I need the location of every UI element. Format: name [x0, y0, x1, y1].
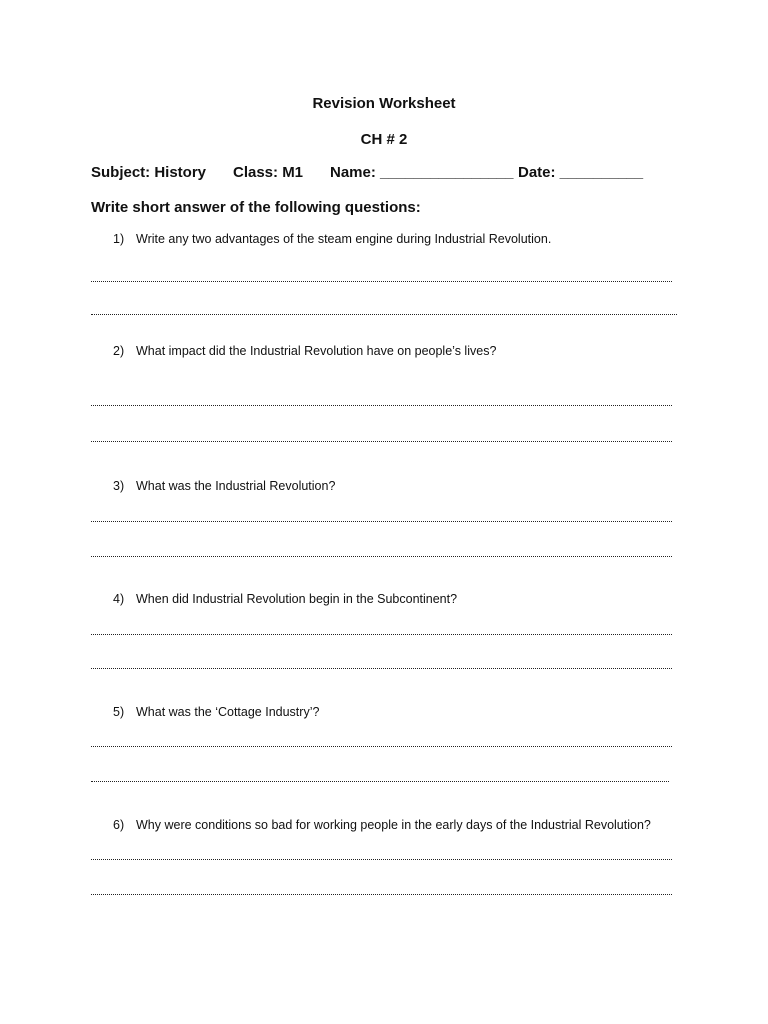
question-number: 5)	[113, 705, 125, 719]
question-text: What was the Industrial Revolution?	[136, 479, 336, 493]
worksheet-title: Revision Worksheet	[312, 95, 456, 112]
chapter-label: CH # 2	[360, 131, 408, 148]
question-1	[113, 232, 551, 246]
answer-line[interactable]	[91, 746, 672, 747]
answer-line[interactable]	[91, 781, 669, 782]
answer-line[interactable]	[91, 314, 677, 315]
question-number: 1)	[113, 232, 125, 246]
answer-line[interactable]	[91, 668, 672, 669]
question-text: Write any two advantages of the steam engine during Industrial Revolution.	[136, 232, 552, 246]
class-label: Class: M1	[233, 164, 304, 181]
name-field[interactable]: Name: ________________	[330, 164, 514, 181]
answer-line[interactable]	[91, 859, 672, 860]
answer-line[interactable]	[91, 441, 672, 442]
answer-line[interactable]	[91, 894, 672, 895]
answer-line[interactable]	[91, 634, 672, 635]
answer-line[interactable]	[91, 556, 672, 557]
question-text: When did Industrial Revolution begin in the Subcontinent?	[136, 592, 458, 606]
question-2	[113, 344, 496, 358]
question-text: What impact did the Industrial Revolution have on people’s lives?	[136, 344, 497, 358]
answer-line[interactable]	[91, 521, 672, 522]
question-5	[113, 705, 319, 719]
answer-line[interactable]	[91, 281, 672, 282]
subject-label: Subject: History	[91, 164, 207, 181]
instruction-heading: Write short answer of the following questions:	[91, 199, 421, 216]
question-text: Why were conditions so bad for working people in the early days of the Industrial Revolution?	[136, 818, 651, 832]
answer-line[interactable]	[91, 405, 672, 406]
question-number: 6)	[113, 818, 125, 832]
question-number: 4)	[113, 592, 125, 606]
question-text: What was the ‘Cottage Industry’?	[136, 705, 320, 719]
question-6	[113, 818, 651, 832]
question-number: 2)	[113, 344, 125, 358]
question-3	[113, 479, 335, 493]
question-number: 3)	[113, 479, 125, 493]
question-4	[113, 592, 457, 606]
date-field[interactable]: Date: __________	[518, 164, 644, 181]
